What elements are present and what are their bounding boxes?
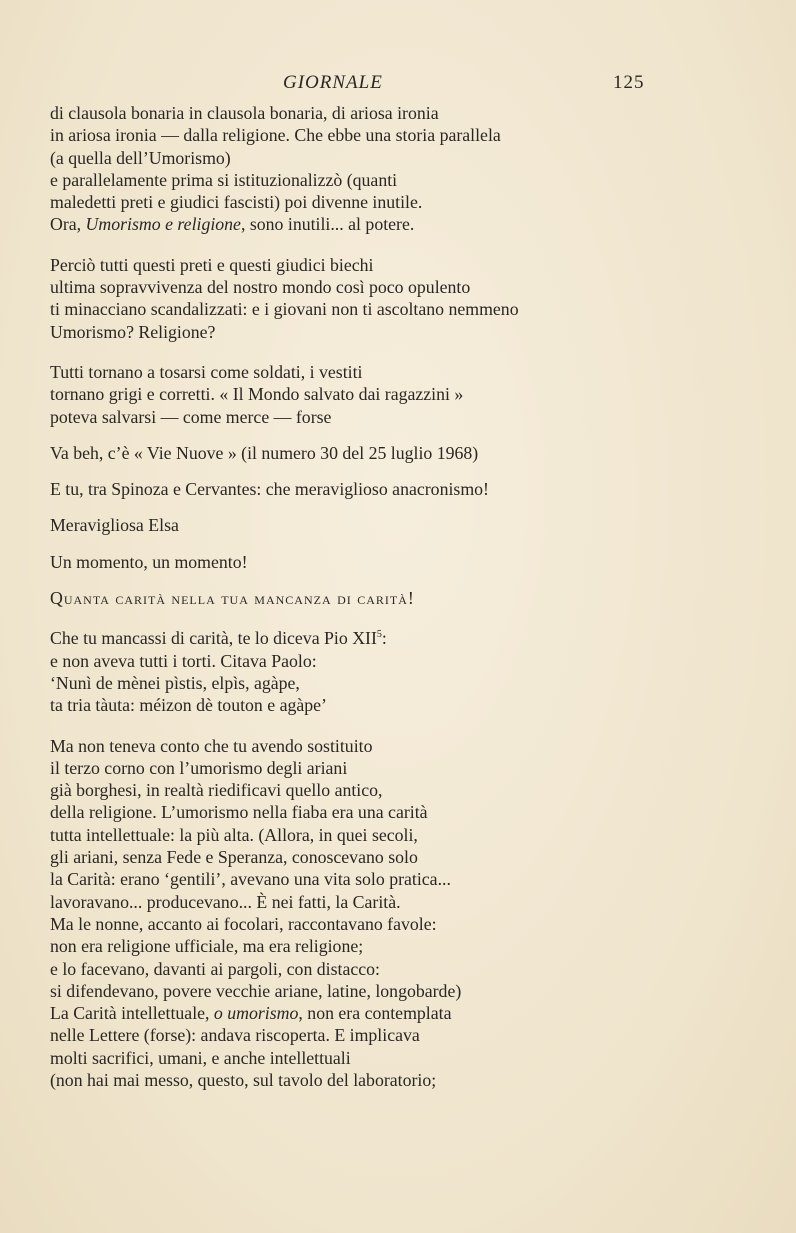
text-line [50, 442, 650, 464]
text-segment: E tu, tra Spinoza e Cervantes: che meraviglioso anacronismo! [50, 479, 489, 500]
text-segment: : [381, 628, 387, 649]
text-segment: di clausola bonaria in clausola bonaria, di ariosa ironia [50, 103, 439, 123]
text-line [50, 891, 650, 913]
text-line [50, 298, 650, 320]
stanza [50, 478, 650, 500]
text-segment: non era religione ufficiale, ma era religione; [50, 936, 364, 957]
stanza [50, 627, 650, 716]
text-segment: Va beh, c’è « Vie Nuove » (il numero 30 del 25 luglio 1968) [50, 442, 479, 463]
text-line [50, 801, 650, 823]
running-head [50, 72, 650, 102]
text-segment: il terzo corno con l’umorismo degli ariani [50, 757, 348, 778]
text-line [50, 551, 650, 573]
text-line [50, 478, 650, 500]
text-segment: e non aveva tutti i torti. Citava Paolo: [50, 650, 317, 671]
text-line [50, 824, 650, 846]
text-segment: Ma non teneva conto che tu avendo sostituito [50, 735, 373, 756]
text-line [50, 735, 650, 757]
text-line [50, 147, 650, 169]
text-line [50, 627, 650, 649]
stanza-gap [50, 717, 650, 735]
text-line [50, 846, 650, 868]
text-line [50, 124, 650, 146]
text-segment: , non era contemplata [298, 1003, 452, 1024]
stanza-gap [50, 573, 650, 587]
text-segment: (a quella dell’Umorismo) [50, 147, 231, 168]
text-line [50, 276, 650, 298]
text-segment: tornano grigi e corretti. « Il Mondo salvato dai ragazzini » [50, 384, 464, 405]
stanza [50, 254, 650, 343]
text-segment: Perciò tutti questi preti e questi giudici biechi [50, 254, 374, 275]
text-segment: (non hai mai messo, questo, sul tavolo del laboratorio; [50, 1069, 437, 1090]
text-line [50, 868, 650, 890]
text-segment: Tutti tornano a tosarsi come soldati, i vestiti [50, 361, 363, 382]
text-segment: lavoravano... producevano... È nei fatti, la Carità. [50, 891, 401, 912]
text-segment: ti minacciano scandalizzati: e i giovani non ti ascoltano nemmeno [50, 299, 519, 320]
text-line [50, 102, 650, 124]
text-segment: Un momento, un momento! [50, 551, 248, 572]
page-number: 125 [613, 72, 645, 93]
text-segment: Quanta carità nella tua mancanza di carità! [50, 588, 415, 609]
text-line [50, 779, 650, 801]
poem-body [50, 102, 650, 1091]
text-line [50, 1047, 650, 1069]
text-segment: Che tu mancassi di carità, te lo diceva Pio XII [50, 628, 377, 649]
text-line [50, 650, 650, 672]
text-segment: poteva salvarsi — come merce — forse [50, 406, 332, 427]
text-segment: ‘Nunì de mènei pìstis, elpìs, agàpe, [50, 672, 300, 693]
stanza [50, 735, 650, 1092]
stanza-gap [50, 236, 650, 254]
italic-text: Umorismo e religione [85, 214, 241, 235]
text-segment: già borghesi, in realtà riedificavi quello antico, [50, 780, 383, 801]
text-segment: la Carità: erano ‘gentili’, avevano una vita solo pratica... [50, 869, 451, 890]
text-segment: ultima sopravvivenza del nostro mondo così poco opulento [50, 277, 471, 298]
text-segment: Ma le nonne, accanto ai focolari, raccontavano favole: [50, 913, 437, 934]
text-line [50, 514, 650, 536]
stanza-gap [50, 609, 650, 627]
text-line [50, 1069, 650, 1091]
text-segment: gli ariani, senza Fede e Speranza, conoscevano solo [50, 847, 418, 868]
text-line [50, 672, 650, 694]
italic-text: o umorismo [213, 1003, 299, 1024]
text-segment: molti sacrifici, umani, e anche intellettuali [50, 1047, 351, 1068]
text-line [50, 383, 650, 405]
text-line [50, 694, 650, 716]
text-segment: Meravigliosa Elsa [50, 515, 179, 536]
text-line [50, 406, 650, 428]
text-segment: e parallelamente prima si istituzionalizzò (quanti [50, 169, 398, 190]
running-title: GIORNALE [283, 72, 383, 93]
text-line [50, 587, 650, 609]
text-segment: tutta intellettuale: la più alta. (Allora, in quei secoli, [50, 824, 418, 845]
text-line [50, 254, 650, 276]
text-segment: e lo facevano, davanti ai pargoli, con distacco: [50, 958, 380, 979]
stanza [50, 514, 650, 536]
text-line [50, 191, 650, 213]
text-segment: , sono inutili... al potere. [240, 214, 415, 235]
page-content [50, 72, 650, 1091]
stanza [50, 551, 650, 573]
text-line [50, 1002, 650, 1024]
text-line [50, 935, 650, 957]
stanza-gap [50, 537, 650, 551]
text-line [50, 361, 650, 383]
text-segment: La Carità intellettuale, [50, 1003, 214, 1024]
text-line [50, 913, 650, 935]
text-segment: Umorismo? Religione? [50, 321, 216, 342]
stanza-gap [50, 428, 650, 442]
text-segment: si difendevano, povere vecchie ariane, latine, longobarde) [50, 980, 462, 1001]
text-segment: ta tria tàuta: méizon dè touton e agàpe’ [50, 695, 327, 716]
text-line [50, 321, 650, 343]
text-segment: maledetti preti e giudici fascisti) poi divenne inutile. [50, 192, 423, 213]
text-line [50, 169, 650, 191]
stanza [50, 102, 650, 236]
footnote-ref: 5 [376, 629, 382, 641]
text-line [50, 1024, 650, 1046]
stanza-gap [50, 464, 650, 478]
stanza [50, 361, 650, 428]
text-line [50, 213, 650, 235]
text-line [50, 958, 650, 980]
stanza-gap [50, 343, 650, 361]
text-segment: della religione. L’umorismo nella fiaba era una carità [50, 802, 428, 823]
stanza [50, 442, 650, 464]
text-line [50, 980, 650, 1002]
stanza [50, 587, 650, 609]
text-segment: Ora, [50, 214, 86, 235]
text-segment: nelle Lettere (forse): andava riscoperta. E implicava [50, 1025, 420, 1046]
text-line [50, 757, 650, 779]
stanza-gap [50, 500, 650, 514]
text-segment: in ariosa ironia — dalla religione. Che ebbe una storia parallela [50, 125, 501, 146]
